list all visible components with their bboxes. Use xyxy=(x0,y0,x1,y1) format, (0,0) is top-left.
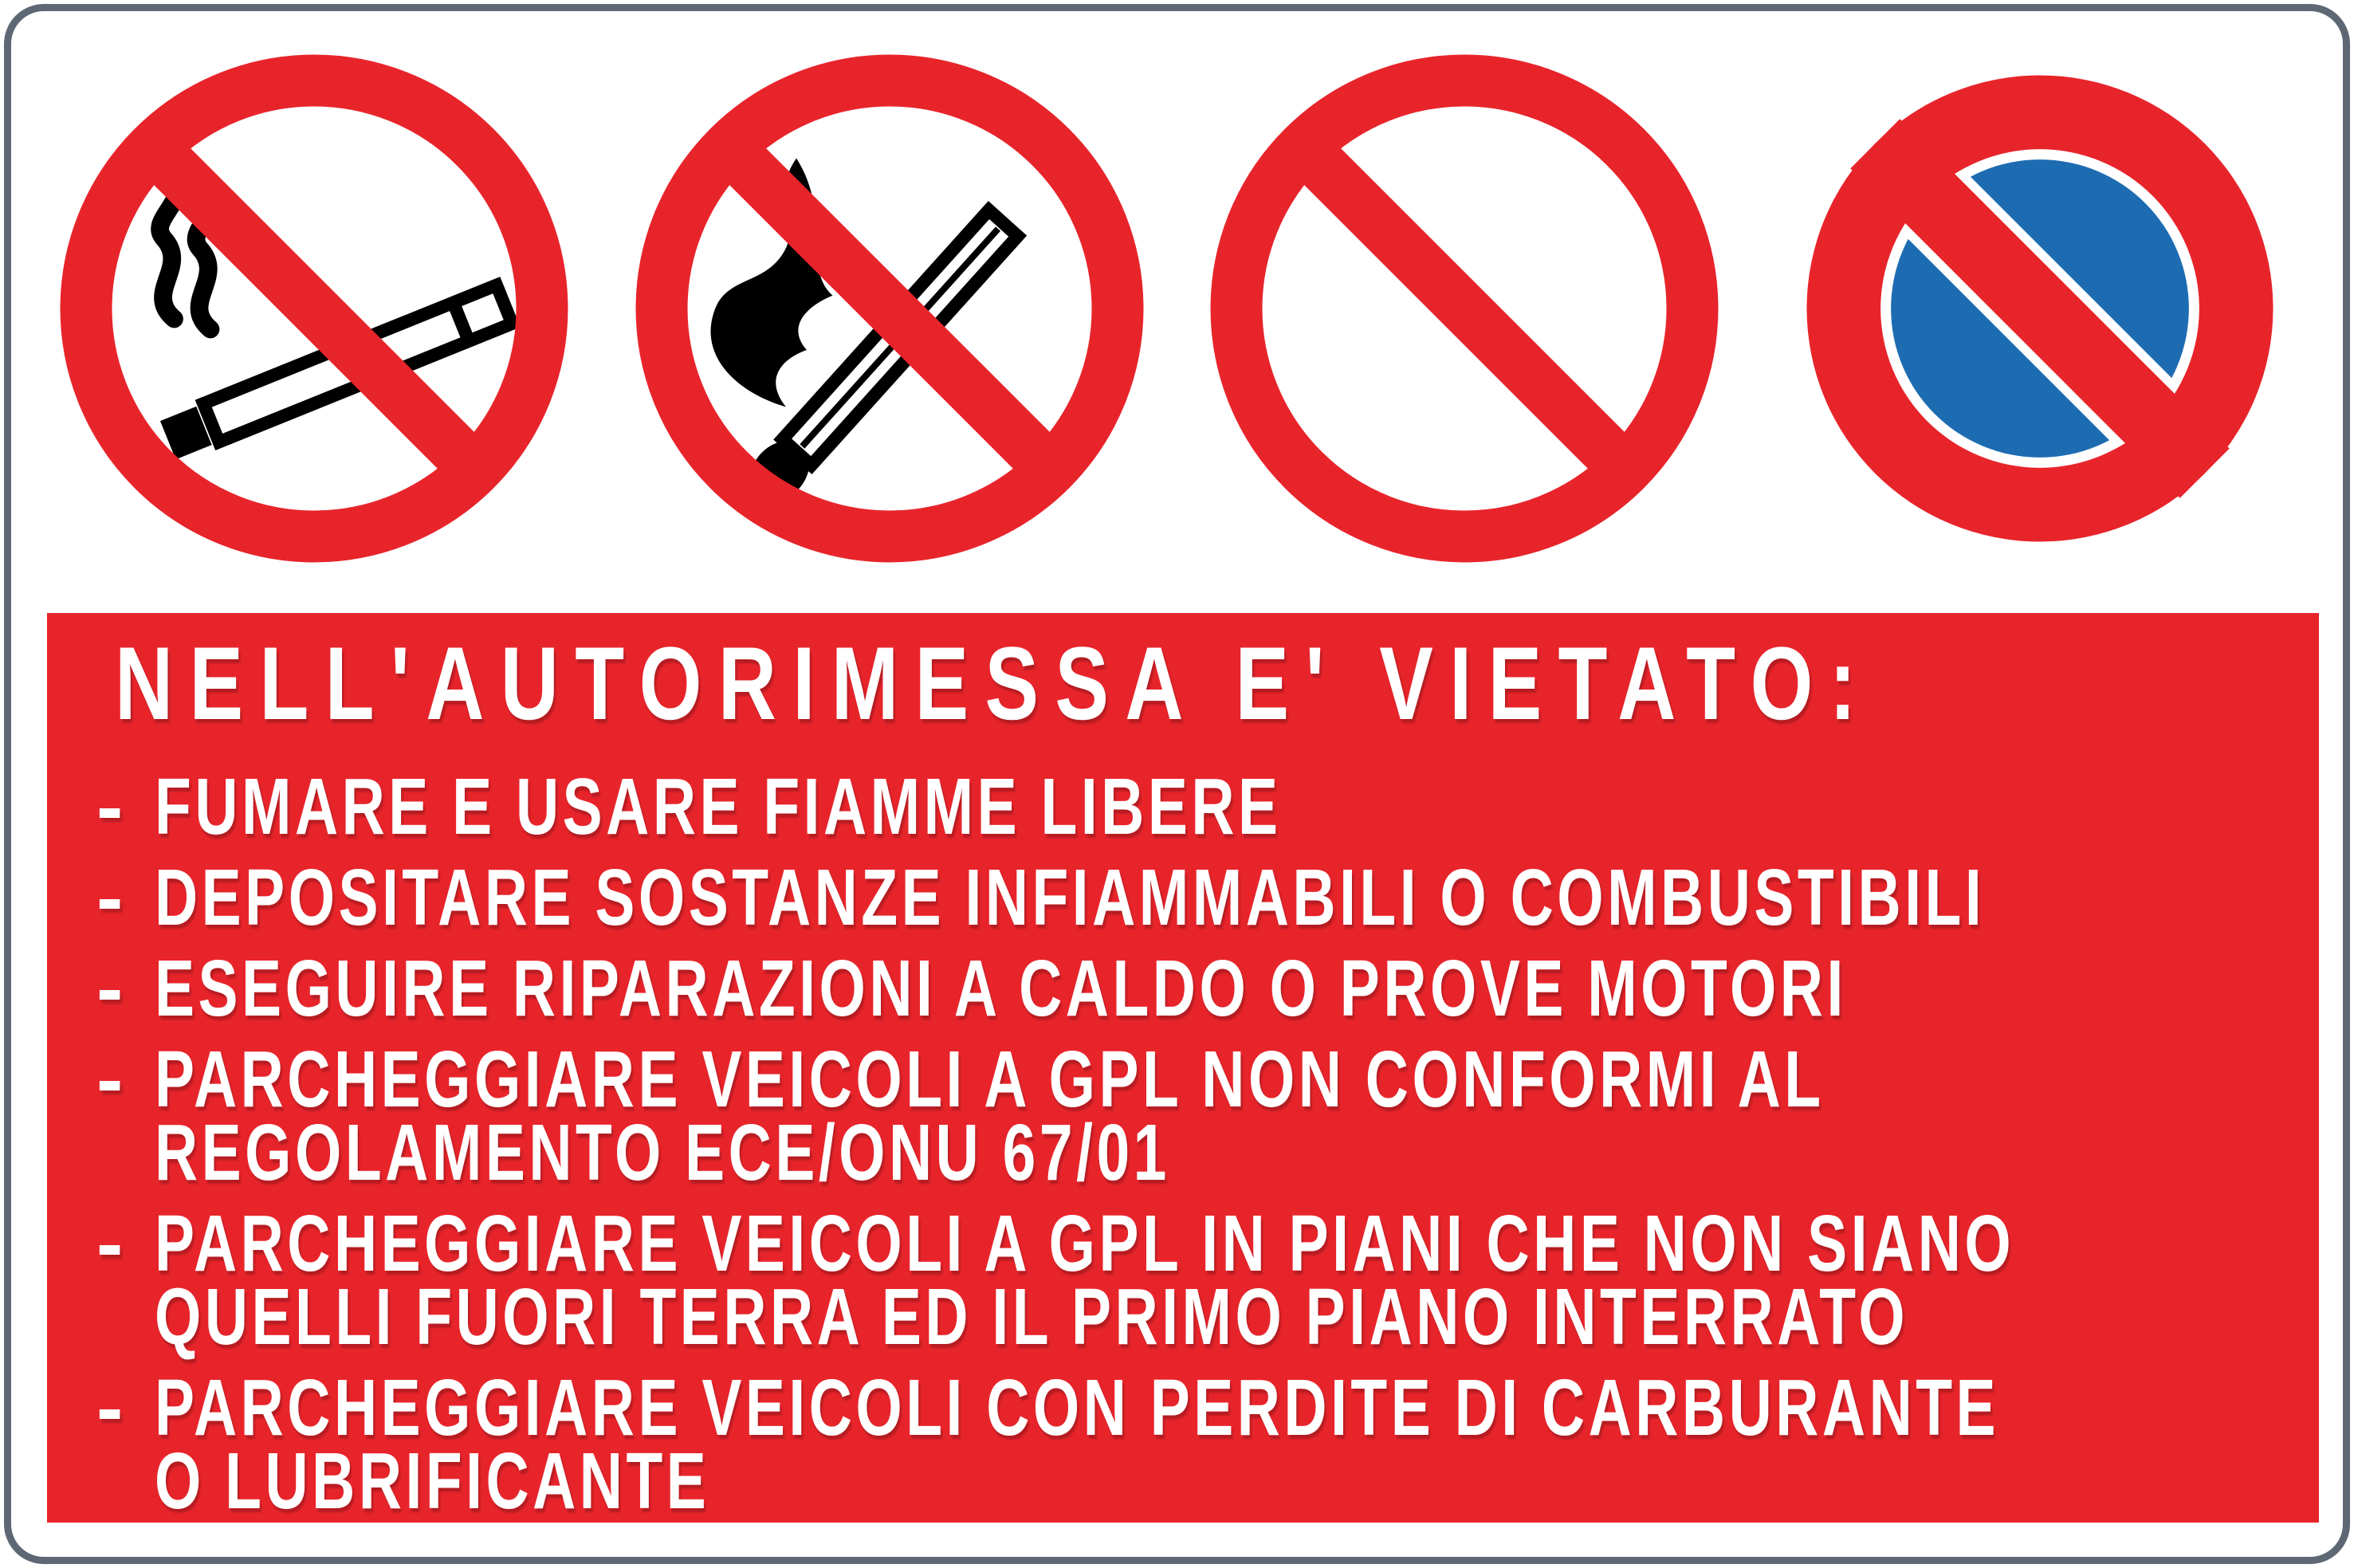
bullet-dash: - xyxy=(96,853,124,942)
item-line: O LUBRIFICANTE xyxy=(155,1436,710,1523)
no-open-flames-svg xyxy=(631,49,1149,568)
list-item xyxy=(87,1199,2295,1362)
no-smoking-svg xyxy=(55,49,573,568)
prohibition-slash xyxy=(1303,147,1625,470)
list-item xyxy=(87,1035,2295,1197)
item-line: ESEGUIRE RIPARAZIONI A CALDO O PROVE MOTORI xyxy=(155,944,1847,1033)
bullet-dash: - xyxy=(96,944,124,1033)
item-line: PARCHEGGIARE VEICOLI CON PERDITE DI CARBURANTE xyxy=(155,1363,2000,1452)
list-item xyxy=(87,762,2295,851)
item-text xyxy=(155,853,2319,942)
item-text xyxy=(155,762,2295,851)
item-line: PARCHEGGIARE VEICOLI A GPL IN PIANI CHE NON SIANO xyxy=(155,1199,2015,1288)
item-line: QUELLI FUORI TERRA ED IL PRIMO PIANO INTERRATO xyxy=(155,1272,1909,1362)
list-item xyxy=(87,944,2295,1033)
list-item xyxy=(87,1363,2295,1523)
item-text xyxy=(155,944,2319,1033)
general-prohibition-icon xyxy=(1205,49,1723,568)
prohibition-text-panel xyxy=(47,613,2319,1523)
item-text xyxy=(155,1035,2319,1197)
bullet-dash: - xyxy=(96,1363,124,1452)
item-text xyxy=(155,1199,2319,1362)
no-parking-icon xyxy=(1781,49,2299,568)
bullet-dash: - xyxy=(96,762,124,851)
no-smoking-icon xyxy=(55,49,573,568)
no-parking-svg xyxy=(1781,49,2299,568)
garage-prohibition-sign xyxy=(4,4,2350,1564)
item-line: REGOLAMENTO ECE/ONU 67/01 xyxy=(155,1108,1170,1197)
general-prohibition-svg xyxy=(1205,49,1723,568)
no-open-flames-icon xyxy=(631,49,1149,568)
sign-title: NELL'AUTORIMESSA E' VIETATO: xyxy=(115,625,1873,741)
bullet-dash: - xyxy=(96,1199,124,1288)
item-line: DEPOSITARE SOSTANZE INFIAMMABILI O COMBUSTIBILI xyxy=(155,853,1986,942)
prohibition-symbols-row xyxy=(55,49,2299,568)
item-text xyxy=(155,1363,2319,1523)
bullet-dash: - xyxy=(96,1035,124,1124)
item-line: FUMARE E USARE FIAMME LIBERE xyxy=(155,762,1282,851)
list-item xyxy=(87,853,2295,942)
item-line: PARCHEGGIARE VEICOLI A GPL NON CONFORMI AL xyxy=(155,1035,1825,1124)
